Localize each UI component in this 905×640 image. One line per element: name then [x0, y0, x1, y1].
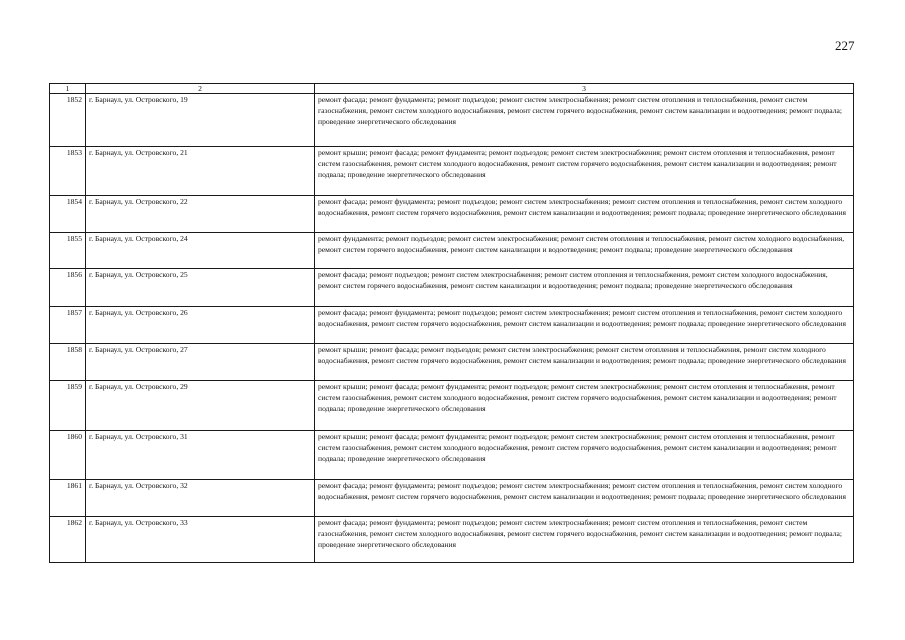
row-number: 1862 — [50, 517, 86, 563]
row-address: г. Барнаул, ул. Островского, 27 — [86, 344, 315, 381]
table-row — [50, 147, 854, 196]
row-number: 1852 — [50, 94, 86, 147]
table-row — [50, 196, 854, 233]
row-works: ремонт фасада; ремонт фундамента; ремонт подъездов; ремонт систем электроснабжения; ремонт систем отопления и теплоснабжения, ремонт систем газоснабжения, ремонт систем холодного водоснабжения, ремонт систем горячего водоснабжения, ремонт систем канализации и водоотведения; ремонт подвала; проведение энергетического обследования — [315, 517, 854, 563]
row-address: г. Барнаул, ул. Островского, 31 — [86, 431, 315, 480]
row-works: ремонт фасада; ремонт фундамента; ремонт подъездов; ремонт систем электроснабжения; ремонт систем отопления и теплоснабжения, ремонт систем холодного водоснабжения, ремонт систем горячего водоснабжения, ремонт систем канализации и водоотведения; ремонт подвала; проведение энергетического обследования — [315, 307, 854, 344]
row-works: ремонт крыши; ремонт фасада; ремонт фундамента; ремонт подъездов; ремонт систем электроснабжения; ремонт систем отопления и теплоснабжения, ремонт систем газоснабжения, ремонт систем холодного водоснабжения, ремонт систем горячего водоснабжения, ремонт систем канализации и водоотведения; ремонт подвала; проведение энергетического обследования — [315, 147, 854, 196]
row-number: 1854 — [50, 196, 86, 233]
row-address: г. Барнаул, ул. Островского, 26 — [86, 307, 315, 344]
row-number: 1861 — [50, 480, 86, 517]
row-works: ремонт фасада; ремонт фундамента; ремонт подъездов; ремонт систем электроснабжения; ремонт систем отопления и теплоснабжения, ремонт систем газоснабжения, ремонт систем холодного водоснабжения, ремонт систем горячего водоснабжения, ремонт систем канализации и водоотведения; ремонт подвала; проведение энергетического обследования — [315, 94, 854, 147]
row-address: г. Барнаул, ул. Островского, 24 — [86, 233, 315, 269]
table-row — [50, 431, 854, 480]
row-address: г. Барнаул, ул. Островского, 25 — [86, 269, 315, 307]
row-address: г. Барнаул, ул. Островского, 21 — [86, 147, 315, 196]
table-row — [50, 517, 854, 563]
row-works: ремонт крыши; ремонт фасада; ремонт подъездов; ремонт систем электроснабжения; ремонт систем отопления и теплоснабжения, ремонт систем холодного водоснабжения, ремонт систем горячего водоснабжения, ремонт систем канализации и водоотведения; ремонт подвала; проведение энергетического обследования — [315, 344, 854, 381]
row-number: 1858 — [50, 344, 86, 381]
table-row — [50, 344, 854, 381]
row-works: ремонт фасада; ремонт подъездов; ремонт систем электроснабжения; ремонт систем отопления и теплоснабжения, ремонт систем холодного водоснабжения, ремонт систем горячего водоснабжения, ремонт систем канализации и водоотведения; ремонт подвала; проведение энергетического обследования — [315, 269, 854, 307]
row-number: 1857 — [50, 307, 86, 344]
table-row — [50, 94, 854, 147]
table-row — [50, 307, 854, 344]
row-number: 1855 — [50, 233, 86, 269]
row-works: ремонт фундамента; ремонт подъездов; ремонт систем электроснабжения; ремонт систем отопления и теплоснабжения, ремонт систем холодного водоснабжения, ремонт систем горячего водоснабжения, ремонт систем канализации и водоотведения; ремонт подвала; проведение энергетического обследования — [315, 233, 854, 269]
table-header-row — [50, 84, 854, 94]
repair-works-table — [49, 83, 854, 563]
row-works: ремонт фасада; ремонт фундамента; ремонт подъездов; ремонт систем электроснабжения; ремонт систем отопления и теплоснабжения, ремонт систем холодного водоснабжения, ремонт систем горячего водоснабжения, ремонт систем канализации и водоотведения; ремонт подвала; проведение энергетического обследования — [315, 196, 854, 233]
row-works: ремонт крыши; ремонт фасада; ремонт фундамента; ремонт подъездов; ремонт систем электроснабжения; ремонт систем отопления и теплоснабжения, ремонт систем газоснабжения, ремонт систем холодного водоснабжения, ремонт систем горячего водоснабжения, ремонт систем канализации и водоотведения; ремонт подвала; проведение энергетического обследования — [315, 431, 854, 480]
row-number: 1856 — [50, 269, 86, 307]
column-header-2: 2 — [86, 84, 315, 94]
row-address: г. Барнаул, ул. Островского, 22 — [86, 196, 315, 233]
row-number: 1860 — [50, 431, 86, 480]
column-header-1: 1 — [50, 84, 86, 94]
table-row — [50, 381, 854, 431]
row-address: г. Барнаул, ул. Островского, 33 — [86, 517, 315, 563]
page-number: 227 — [835, 38, 855, 53]
row-works: ремонт крыши; ремонт фасада; ремонт фундамента; ремонт подъездов; ремонт систем электроснабжения; ремонт систем отопления и теплоснабжения, ремонт систем газоснабжения, ремонт систем холодного водоснабжения, ремонт систем горячего водоснабжения, ремонт систем канализации и водоотведения; ремонт подвала; проведение энергетического обследования — [315, 381, 854, 431]
row-works: ремонт фасада; ремонт фундамента; ремонт подъездов; ремонт систем электроснабжения; ремонт систем отопления и теплоснабжения, ремонт систем холодного водоснабжения, ремонт систем горячего водоснабжения, ремонт систем канализации и водоотведения; ремонт подвала; проведение энергетического обследования — [315, 480, 854, 517]
row-address: г. Барнаул, ул. Островского, 19 — [86, 94, 315, 147]
row-address: г. Барнаул, ул. Островского, 29 — [86, 381, 315, 431]
table-row — [50, 233, 854, 269]
row-address: г. Барнаул, ул. Островского, 32 — [86, 480, 315, 517]
table-row — [50, 480, 854, 517]
row-number: 1853 — [50, 147, 86, 196]
row-number: 1859 — [50, 381, 86, 431]
table-row — [50, 269, 854, 307]
column-header-3: 3 — [315, 84, 854, 94]
